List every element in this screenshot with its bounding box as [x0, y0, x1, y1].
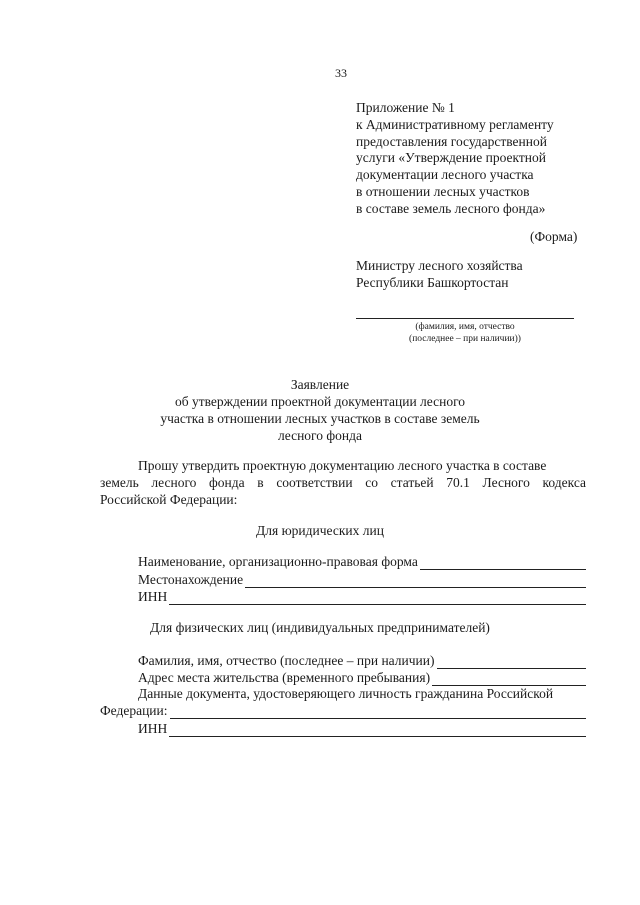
annex-line: в составе земель лесного фонда» [356, 200, 546, 216]
location-input-line[interactable] [245, 575, 586, 588]
hint-line: (последнее – при наличии)) [409, 334, 521, 344]
annex-line: к Административному регламенту [356, 116, 554, 132]
inn-field-individual[interactable] [138, 721, 586, 737]
annex-block [356, 100, 554, 218]
title-line: Заявление [290, 377, 350, 392]
org-name-input-line[interactable] [420, 557, 586, 570]
annex-line: в отношении лесных участков [356, 183, 530, 199]
annex-line: предоставления государственной [356, 133, 547, 149]
request-line-3: Российской Федерации: [100, 492, 238, 507]
field-label: Фамилия, имя, отчество (последнее – при наличии) [138, 653, 435, 668]
addressee-name-hint [356, 321, 574, 345]
identity-document-field[interactable] [100, 703, 586, 719]
addressee-line: Республики Башкортостан [356, 274, 509, 290]
hint-line: (фамилия, имя, отчество [415, 322, 515, 332]
full-name-field[interactable] [138, 653, 586, 669]
identity-document-label: Данные документа, удостоверяющего личность гражданина Российской [138, 686, 554, 701]
request-line-2: земель лесного фонда в соответствии со статьей 70.1 Лесного кодекса [100, 475, 586, 490]
addressee-name-field[interactable] [356, 318, 574, 319]
field-label: ИНН [138, 589, 168, 604]
field-label: ИНН [138, 721, 168, 736]
request-line-1: Прошу утвердить проектную документацию лесного участка в составе [138, 458, 547, 473]
title-line: об утверждении проектной документации лесного [174, 394, 466, 409]
inn-individual-input-line[interactable] [169, 724, 586, 737]
inn-field-legal[interactable] [138, 589, 586, 605]
form-label: (Форма) [530, 229, 578, 244]
full-name-input-line[interactable] [437, 656, 587, 669]
field-label: Адрес места жительства (временного пребывания) [138, 670, 431, 685]
document-title [0, 376, 640, 444]
location-field[interactable] [138, 572, 586, 588]
annex-line: документации лесного участка [356, 167, 534, 183]
title-line: участка в отношении лесных участков в составе земель [160, 411, 480, 426]
org-name-field[interactable] [138, 554, 586, 570]
addressee-line: Министру лесного хозяйства [356, 258, 523, 273]
field-label: Наименование, организационно-правовая форма [138, 554, 418, 569]
page-number: 33 [335, 66, 347, 80]
inn-legal-input-line[interactable] [169, 592, 586, 605]
residence-address-field[interactable] [138, 670, 586, 686]
identity-document-input-line[interactable] [170, 706, 586, 719]
legal-entities-heading: Для юридических лиц [256, 523, 384, 538]
title-line: лесного фонда [278, 428, 362, 443]
annex-line: Приложение № 1 [356, 100, 455, 115]
addressee-block [356, 258, 523, 292]
individuals-heading: Для физических лиц (индивидуальных предпринимателей) [150, 620, 490, 635]
field-label: Федерации: [100, 703, 168, 718]
annex-line: услуги «Утверждение проектной [356, 150, 546, 166]
field-label: Местонахождение [138, 572, 244, 587]
